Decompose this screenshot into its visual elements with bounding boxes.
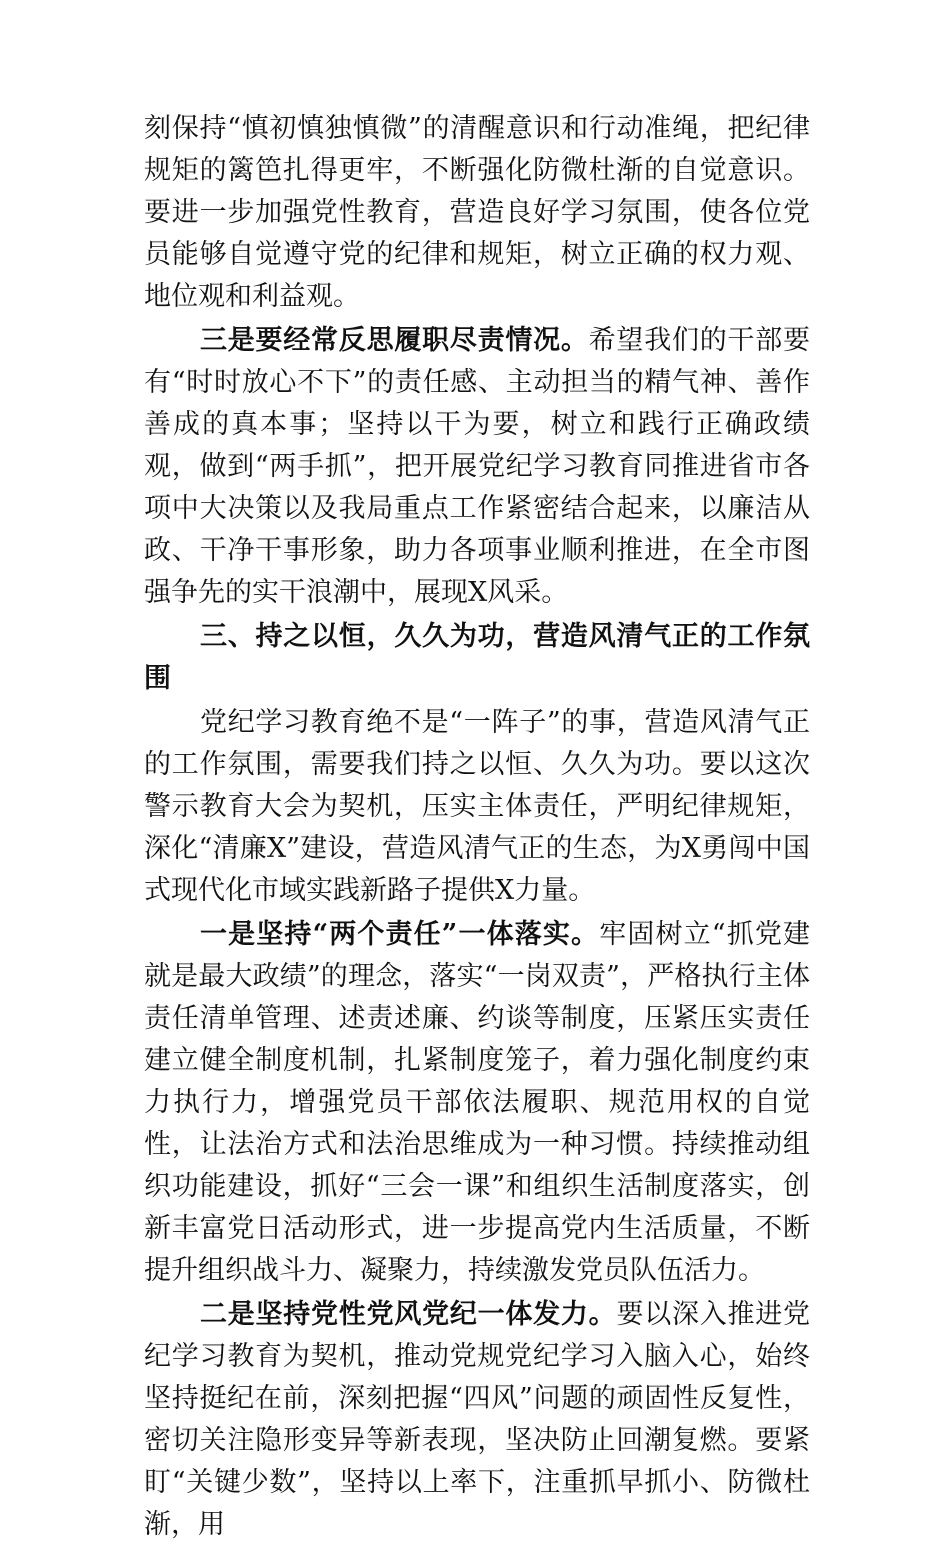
paragraph-lead: 三是要经常反思履职尽责情况。 (200, 325, 589, 356)
paragraph-continued (144, 108, 810, 318)
paragraph-point-two (144, 1294, 810, 1546)
paragraph-body: 党纪学习教育绝不是“一阵子”的事，营造风清气正的工作氛围，需要我们持之以恒、久久为功。要以这次警示教育大会为契机，压实主体责任，严明纪律规矩，深化“清廉X”建设，营造风清气正的生态，为X勇闯中国式现代化市域实践新路子提供X力量。 (144, 707, 810, 906)
paragraph-body: 牢固树立“抓党建就是最大政绩”的理念，落实“一岗双责”，严格执行主体责任清单管理、述责述廉、约谈等制度，压紧压实责任建立健全制度机制，扎紧制度笼子，着力强化制度约束力执行力，增强党员干部依法履职、规范用权的自觉性，让法治方式和法治思维成为一种习惯。持续推动组织功能建设，抓好“三会一课”和组织生活制度落实，创新丰富党日活动形式，进一步提高党内生活质量，不断提升组织战斗力、凝聚力，持续激发党员队伍活力。 (144, 919, 811, 1286)
paragraph-lead: 一是坚持“两个责任”一体落实。 (200, 919, 600, 950)
section-intro-paragraph (144, 702, 810, 912)
paragraph-lead: 二是坚持党性党风党纪一体发力。 (200, 1299, 617, 1330)
paragraph-point-three (144, 320, 810, 614)
paragraph-body: 希望我们的干部要有“时时放心不下”的责任感、主动担当的精气神、善作善成的真本事；坚持以干为要，树立和践行正确政绩观，做到“两手抓”，把开展党纪学习教育同推进省市各项中大决策以及我局重点工作紧密结合起来，以廉洁从政、干净干事形象，助力各项事业顺利推进，在全市图强争先的实干浪潮中，展现X风采。 (144, 325, 811, 608)
document-body (144, 108, 810, 1548)
paragraph-point-one (144, 914, 810, 1292)
paragraph-body: 要以深入推进党纪学习教育为契机，推动党规党纪学习入脑入心，始终坚持挺纪在前，深刻把握“四风”问题的顽固性反复性，密切关注隐形变异等新表现，坚决防止回潮复燃。要紧盯“关键少数”，坚持以上率下，注重抓早抓小、防微杜渐，用 (144, 1299, 811, 1540)
section-heading: 三、持之以恒，久久为功，营造风清气正的工作氛围 (144, 621, 810, 694)
paragraph-body: 刻保持“慎初慎独慎微”的清醒意识和行动准绳，把纪律规矩的篱笆扎得更牢，不断强化防微杜渐的自觉意识。要进一步加强党性教育，营造良好学习氛围，使各位党员能够自觉遵守党的纪律和规矩，树立正确的权力观、地位观和利益观。 (144, 113, 810, 312)
